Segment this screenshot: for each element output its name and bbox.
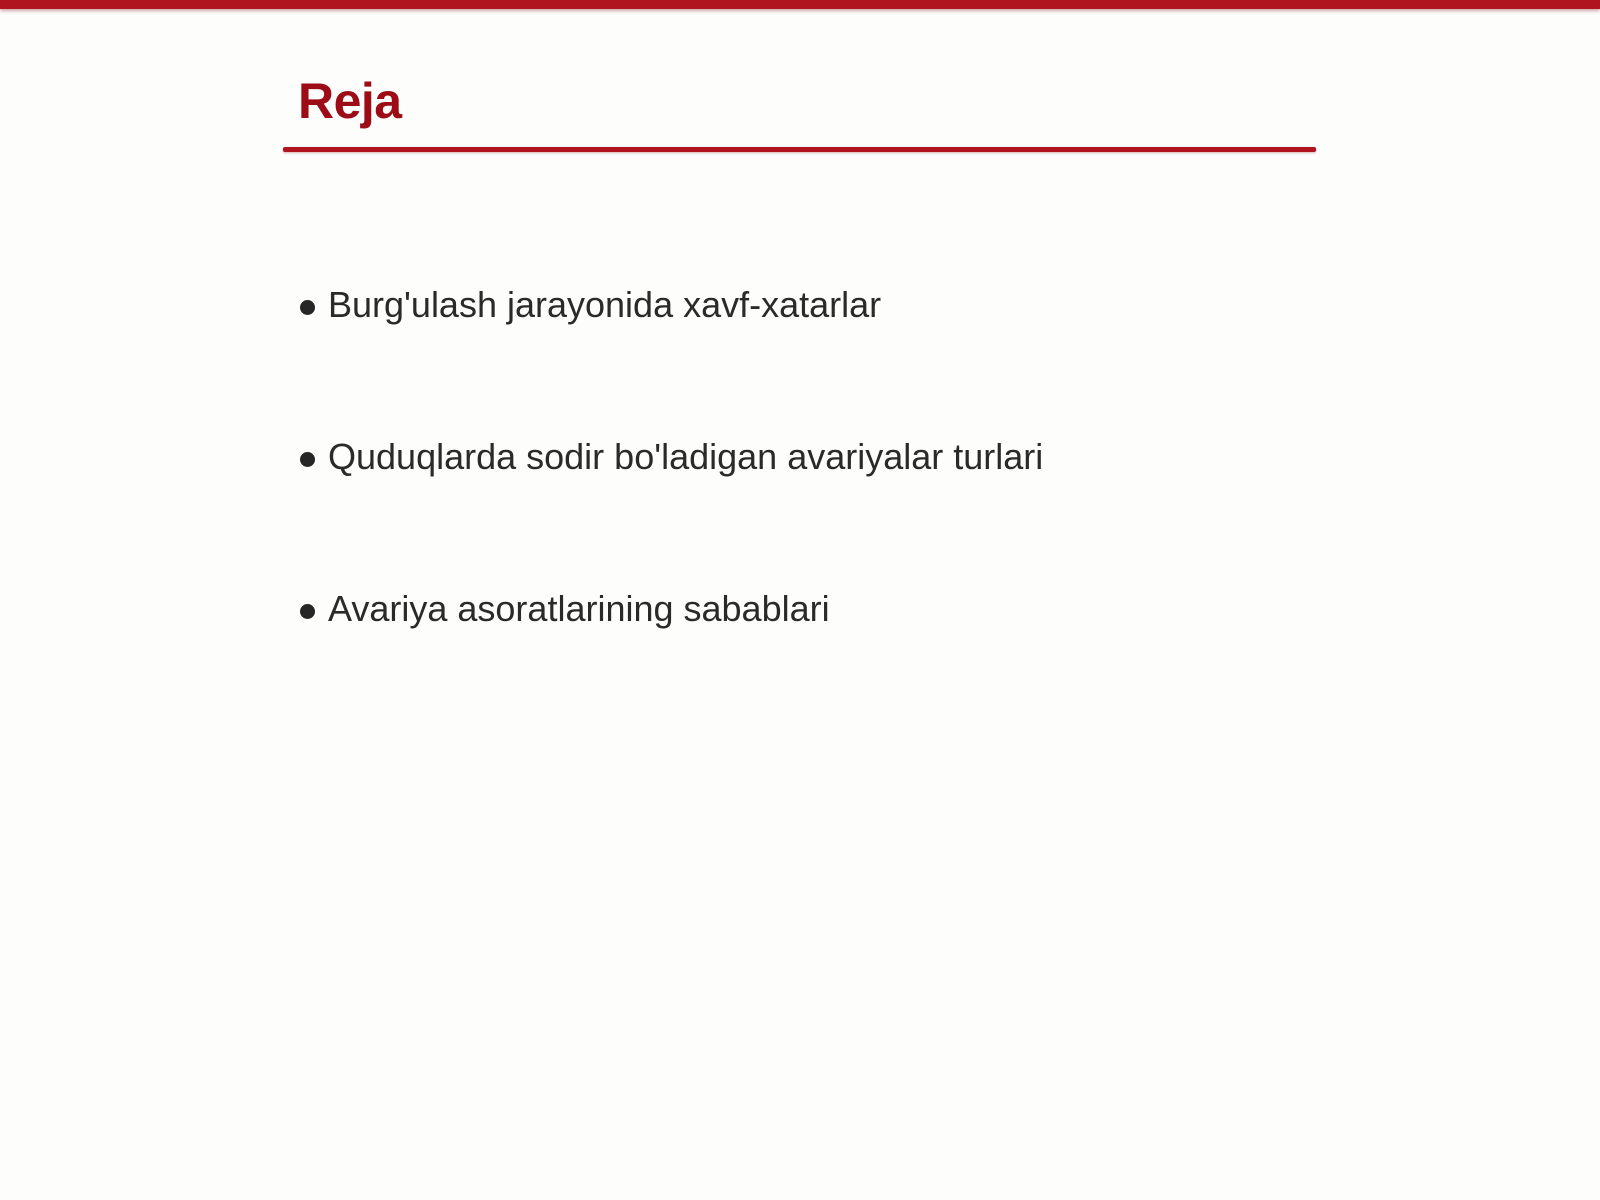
bullet-text: Burg'ulash jarayonida xavf-xatarlar xyxy=(328,284,882,325)
bullet-list xyxy=(300,270,1300,726)
bullet-dot-icon xyxy=(300,452,315,467)
bullet-dot-icon xyxy=(300,300,315,315)
bullet-item xyxy=(300,422,1300,574)
slide-title: Reja xyxy=(298,73,402,129)
bullet-text: Quduqlarda sodir bo'ladigan avariyalar turlari xyxy=(328,436,1044,477)
bullet-text: Avariya asoratlarining sabablari xyxy=(328,588,830,629)
bullet-item xyxy=(300,574,1300,726)
bullet-item xyxy=(300,270,1300,422)
top-accent-bar xyxy=(0,0,1600,9)
title-underline xyxy=(283,147,1316,152)
bullet-dot-icon xyxy=(300,604,315,619)
